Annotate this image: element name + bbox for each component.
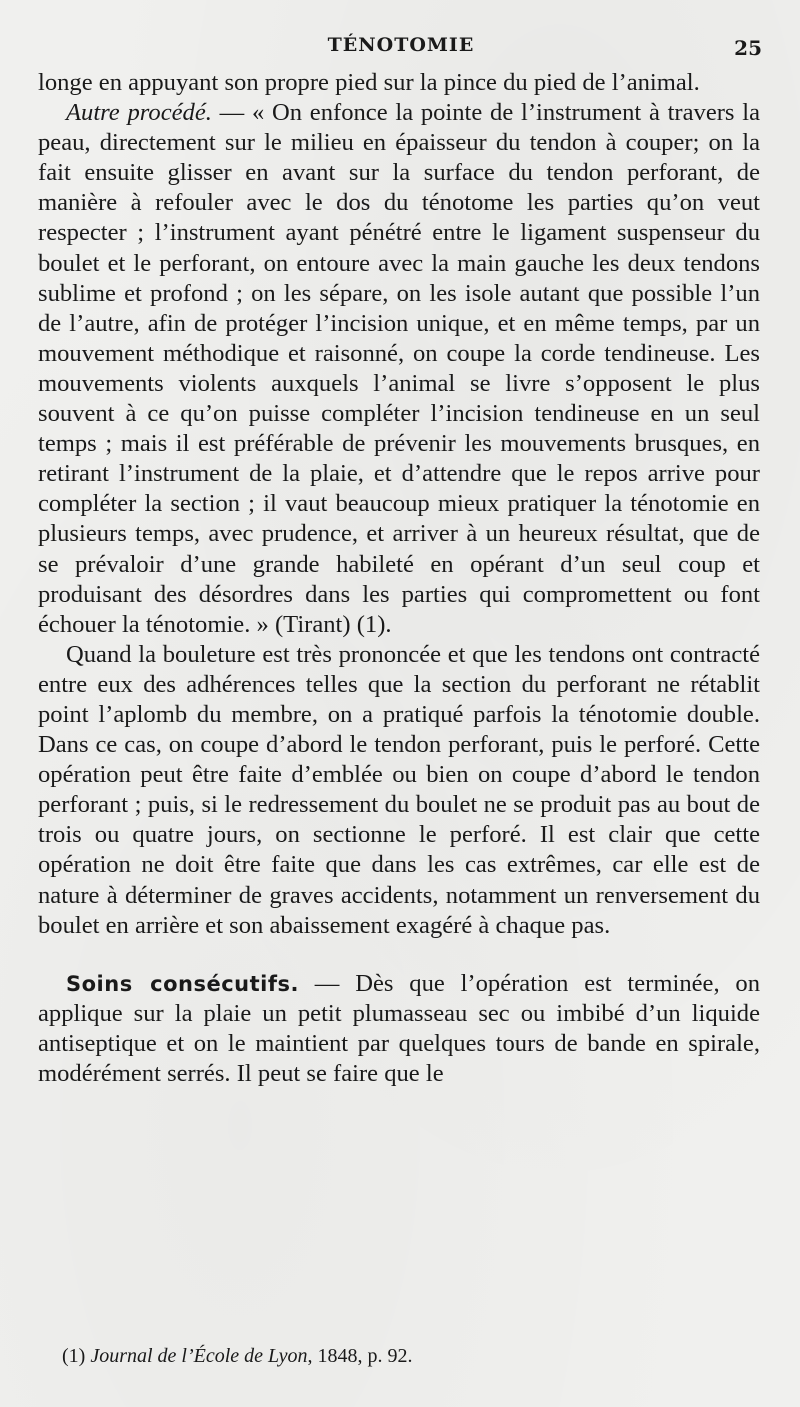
paragraph-autre-procede (38, 98, 760, 640)
footnote (62, 1345, 762, 1368)
footnote-citation: , 1848, p. 92. (307, 1345, 413, 1367)
paragraph-text: — Dès que l’opération est terminée, on applique sur la plaie un petit plumasseau sec ou imbibé d’un liquide antiseptique et on le maintient par quelques tours de bande en spirale, modérément serrés. Il peut se faire que le (38, 969, 761, 1087)
footnote-marker: (1) (62, 1345, 86, 1367)
paragraph-text: — « On enfonce la pointe de l’instrument à travers la peau, directement sur le milieu en épaisseur du tendon à couper; on la fait ensuite glisser en avant sur la surface du tendon perforant, de manière à refouler avec le dos du ténotome les parties qu’on veut respecter ; l’instrument ayant pénétré entre le ligament suspenseur du boulet et le perforant, on entoure avec la main gauche les deux tendons sublime et profond ; on les sépare, on les isole autant que possible l’un de l’autre, afin de protéger l’incision unique, et en même temps, par un mouvement méthodique et raisonné, on coupe la corde tendineuse. Les mouvements violents auxquels l’animal se livre s’opposent le plus souvent à ce qu’on puisse compléter l’incision tendineuse en un seul temps ; mais il est préférable de prévenir les mouvements brusques, en retirant l’instrument de la plaie, et d’attendre que le repos arrive pour compléter la section ; il vaut beaucoup mieux pratiquer la ténotomie en plusieurs temps, avec prudence, et arriver à un heureux résultat, que de se prévaloir d’une grande habileté en opérant d’un seul coup et produisant des désordres dans les parties qui compromettent ou font échouer la ténotomie. » (Tirant) (1). (38, 99, 760, 638)
page-header (40, 32, 762, 62)
footnote-journal: Journal de l’École de Lyon (90, 1345, 308, 1367)
page-number: 25 (734, 36, 762, 60)
paragraph-soins (38, 969, 760, 1089)
running-title: TÉNOTOMIE (327, 34, 475, 56)
paragraph-continuation: longe en appuyant son propre pied sur la pince du pied de l’animal. (38, 69, 700, 96)
paragraph-bouleture: Quand la bouleture est très prononcée et que les tendons ont contracté entre eux des adhérences telles que la section du perforant ne rétablit point l’aplomb du membre, on a pratiqué parfois la ténotomie double. Dans ce cas, on coupe d’abord le tendon perforant, puis le perforé. Cette opération peut être faite d’emblée ou bien on coupe d’abord le tendon perforant ; puis, si le redressement du boulet ne se produit pas au bout de trois ou quatre jours, on sectionne le perforé. Il est clair que cette opération ne doit être faite que dans les cas extrêmes, car elle est de nature à déterminer de graves accidents, notamment un renversement du boulet en arrière et son abaissement exagéré à chaque pas. (38, 640, 760, 939)
body-text (38, 68, 760, 1089)
section-heading: Soins consécutifs. (66, 971, 299, 996)
runin-heading: Autre procédé. (66, 99, 212, 127)
